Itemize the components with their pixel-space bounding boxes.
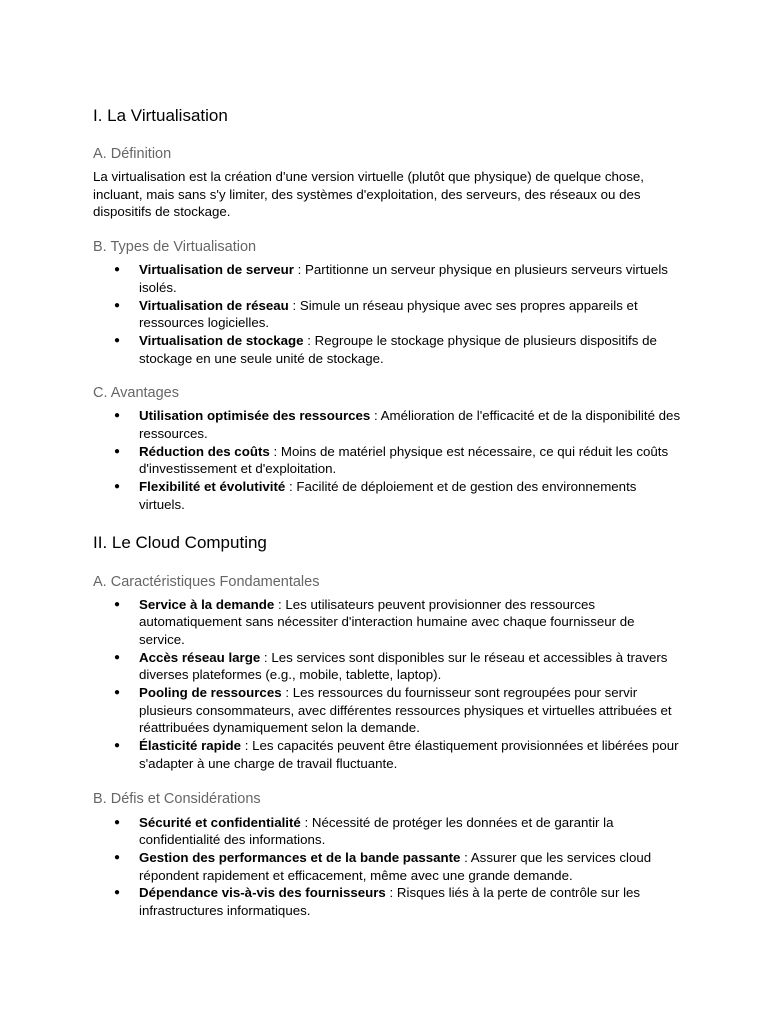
item-text: : Risques liés à la perte de contrôle sur les infrastructures informatiques. xyxy=(139,885,641,919)
document-body xyxy=(93,106,683,920)
avantages-list xyxy=(93,407,683,513)
item-text: : Les ressources du fournisseur sont regroupées pour servir plusieurs consommateurs, avec différentes ressources physiques et virtuelles attribuées et réattribuées dynamiquement selon la demande. xyxy=(139,685,672,736)
list-item xyxy=(93,443,683,478)
defis-list xyxy=(93,814,683,920)
item-text: : Moins de matériel physique est nécessaire, ce qui réduit les coûts d'investissement et d'exploitation. xyxy=(139,443,669,477)
subsection-heading-types: B. Types de Virtualisation xyxy=(93,239,257,256)
item-term: Virtualisation de serveur xyxy=(139,262,294,278)
list-item xyxy=(93,478,683,513)
list-item xyxy=(93,297,683,332)
item-text: : Amélioration de l'efficacité et de la disponibilité des ressources. xyxy=(139,408,681,442)
subsection-heading-defis: B. Défis et Considérations xyxy=(93,790,261,807)
item-text: : Les utilisateurs peuvent provisionner des ressources automatiquement sans nécessiter d'interaction humaine avec chaque fournisseur de service. xyxy=(139,596,635,647)
item-term: Accès réseau large xyxy=(139,649,261,665)
subsection-heading-caracteristiques: A. Caractéristiques Fondamentales xyxy=(93,573,320,590)
list-item xyxy=(93,332,683,367)
item-text: : Facilité de déploiement et de gestion des environnements virtuels. xyxy=(139,479,637,512)
item-text: : Les capacités peuvent être élastiquement provisionnées et libérées pour s'adapter à une charge de travail fluctuante. xyxy=(139,738,679,771)
item-term: Réduction des coûts xyxy=(139,443,270,459)
definition-paragraph: La virtualisation est la création d'une version virtuelle (plutôt que physique) de quelque chose, incluant, mais sans s'y limiter, des systèmes d'exploitation, des serveurs, des réseaux ou des dispositifs de stockage. xyxy=(93,169,645,220)
item-term: Virtualisation de stockage xyxy=(139,332,304,348)
list-item xyxy=(93,884,683,919)
item-term: Flexibilité et évolutivité xyxy=(139,479,286,495)
item-text: : Partitionne un serveur physique en plusieurs serveurs virtuels isolés. xyxy=(139,262,668,295)
list-item xyxy=(93,814,683,849)
subsection-heading-definition: A. Définition xyxy=(93,146,172,162)
list-item xyxy=(93,596,683,649)
item-term: Pooling de ressources xyxy=(139,685,282,701)
item-text: : Nécessité de protéger les données et de garantir la confidentialité des informations. xyxy=(139,814,614,848)
item-term: Élasticité rapide xyxy=(139,738,241,754)
section-title-virtualisation: I. La Virtualisation xyxy=(93,106,228,125)
list-item xyxy=(93,737,683,772)
item-term: Dépendance vis-à-vis des fournisseurs xyxy=(139,885,386,901)
list-item xyxy=(93,649,683,684)
types-list xyxy=(93,261,683,367)
item-term: Virtualisation de réseau xyxy=(139,297,289,313)
list-item xyxy=(93,261,683,296)
item-term: Service à la demande xyxy=(139,596,275,612)
item-text: : Assurer que les services cloud répondent rapidement et efficacement, même avec une grande demande. xyxy=(139,849,652,883)
item-term: Utilisation optimisée des ressources xyxy=(139,408,371,424)
list-item xyxy=(93,684,683,737)
item-text: : Simule un réseau physique avec ses propres appareils et ressources logicielles. xyxy=(139,297,638,331)
item-text: : Les services sont disponibles sur le réseau et accessibles à travers diverses plateformes (e.g., mobile, tablette, laptop). xyxy=(139,649,668,683)
subsection-heading-avantages: C. Avantages xyxy=(93,385,179,402)
list-item xyxy=(93,849,683,884)
section-title-cloud-computing: II. Le Cloud Computing xyxy=(93,532,267,552)
item-term: Sécurité et confidentialité xyxy=(139,814,301,830)
item-text: : Regroupe le stockage physique de plusieurs dispositifs de stockage en une seule unité de stockage. xyxy=(139,332,657,366)
list-item xyxy=(93,407,683,442)
caracteristiques-list xyxy=(93,596,683,773)
item-term: Gestion des performances et de la bande passante xyxy=(139,849,461,865)
